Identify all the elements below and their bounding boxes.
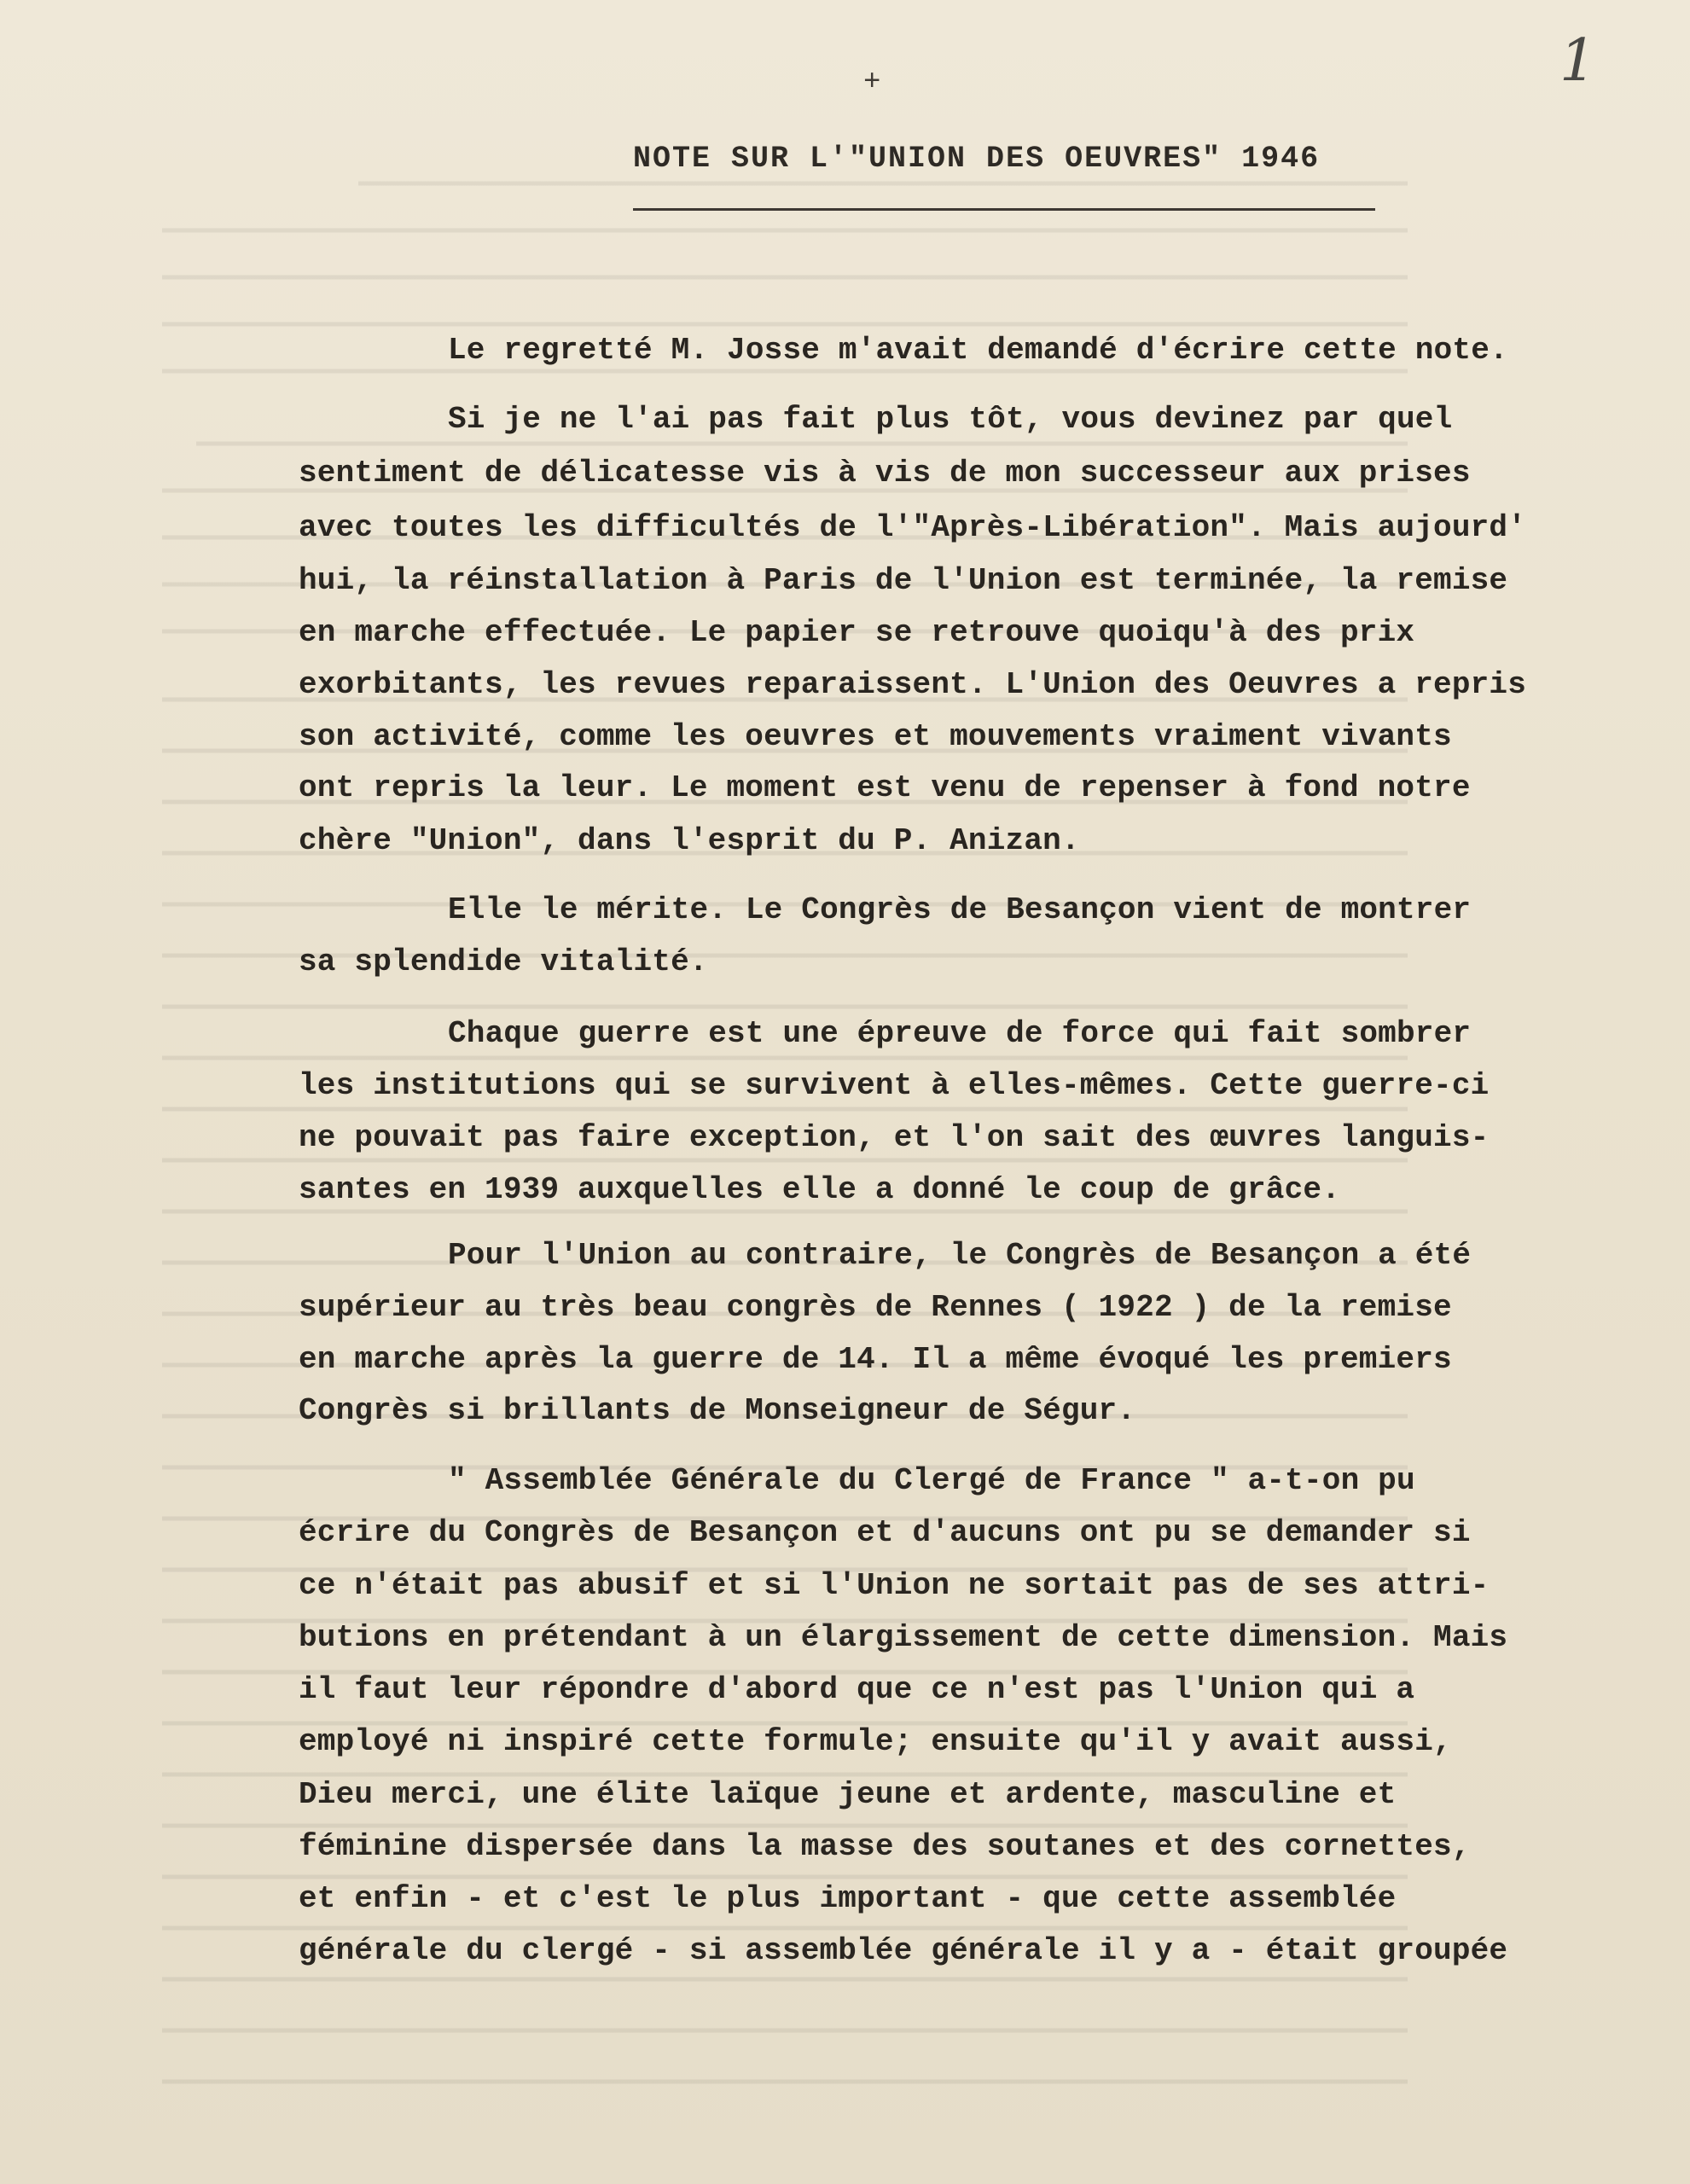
text-line-5: hui, la réinstallation à Paris de l'Union est terminée, la remise (299, 563, 1508, 598)
text-line-9: ont repris la leur. Le moment est venu de repenser à fond notre (299, 770, 1471, 805)
text-line-6: en marche effectuée. Le papier se retrouve quoiqu'à des prix (299, 615, 1415, 650)
text-line-12: sa splendide vitalité. (299, 944, 708, 979)
top-mark: + (863, 67, 881, 99)
text-line-24: butions en prétendant à un élargissement de cette dimension. Mais (299, 1620, 1508, 1655)
text-line-3: sentiment de délicatesse vis à vis de mon successeur aux prises (299, 456, 1471, 491)
text-line-2: Si je ne l'ai pas fait plus tôt, vous devinez par quel (448, 402, 1453, 437)
text-line-7: exorbitants, les revues reparaissent. L'Union des Oeuvres a repris (299, 667, 1527, 702)
document-title: NOTE SUR L'"UNION DES OEUVRES" 1946 (633, 142, 1321, 176)
text-line-27: Dieu merci, une élite laïque jeune et ardente, masculine et (299, 1777, 1397, 1812)
text-line-30: générale du clergé - si assemblée générale il y a - était groupée (299, 1933, 1508, 1968)
text-line-8: son activité, comme les oeuvres et mouvements vraiment vivants (299, 719, 1452, 754)
text-line-10: chère "Union", dans l'esprit du P. Anizan. (299, 823, 1080, 858)
text-line-28: féminine dispersée dans la masse des soutanes et des cornettes, (299, 1829, 1471, 1864)
text-line-17: Pour l'Union au contraire, le Congrès de Besançon a été (448, 1238, 1472, 1273)
text-line-4: avec toutes les difficultés de l'"Après-Libération". Mais aujourd' (299, 510, 1527, 545)
text-line-1: Le regretté M. Josse m'avait demandé d'écrire cette note. (448, 333, 1508, 368)
text-line-25: il faut leur répondre d'abord que ce n'est pas l'Union qui a (299, 1672, 1415, 1707)
text-line-18: supérieur au très beau congrès de Rennes ( 1922 ) de la remise (299, 1290, 1452, 1325)
text-line-22: écrire du Congrès de Besançon et d'aucuns ont pu se demander si (299, 1515, 1471, 1550)
page-number: 1 (1559, 27, 1597, 95)
text-line-15: ne pouvait pas faire exception, et l'on sait des œuvres languis- (299, 1120, 1490, 1155)
text-line-11: Elle le mérite. Le Congrès de Besançon vient de montrer (448, 892, 1472, 927)
text-line-14: les institutions qui se survivent à elles-mêmes. Cette guerre-ci (299, 1068, 1490, 1103)
text-line-19: en marche après la guerre de 14. Il a même évoqué les premiers (299, 1342, 1452, 1377)
title-underline (633, 208, 1375, 211)
text-line-16: santes en 1939 auxquelles elle a donné le coup de grâce. (299, 1172, 1340, 1207)
text-line-29: et enfin - et c'est le plus important - que cette assemblée (299, 1881, 1397, 1916)
text-line-21: " Assemblée Générale du Clergé de France " a-t-on pu (448, 1463, 1415, 1498)
text-line-26: employé ni inspiré cette formule; ensuite qu'il y avait aussi, (299, 1724, 1452, 1759)
text-line-20: Congrès si brillants de Monseigneur de Ségur. (299, 1393, 1136, 1428)
text-line-13: Chaque guerre est une épreuve de force qui fait sombrer (448, 1016, 1472, 1051)
text-line-23: ce n'était pas abusif et si l'Union ne sortait pas de ses attri- (299, 1568, 1490, 1603)
